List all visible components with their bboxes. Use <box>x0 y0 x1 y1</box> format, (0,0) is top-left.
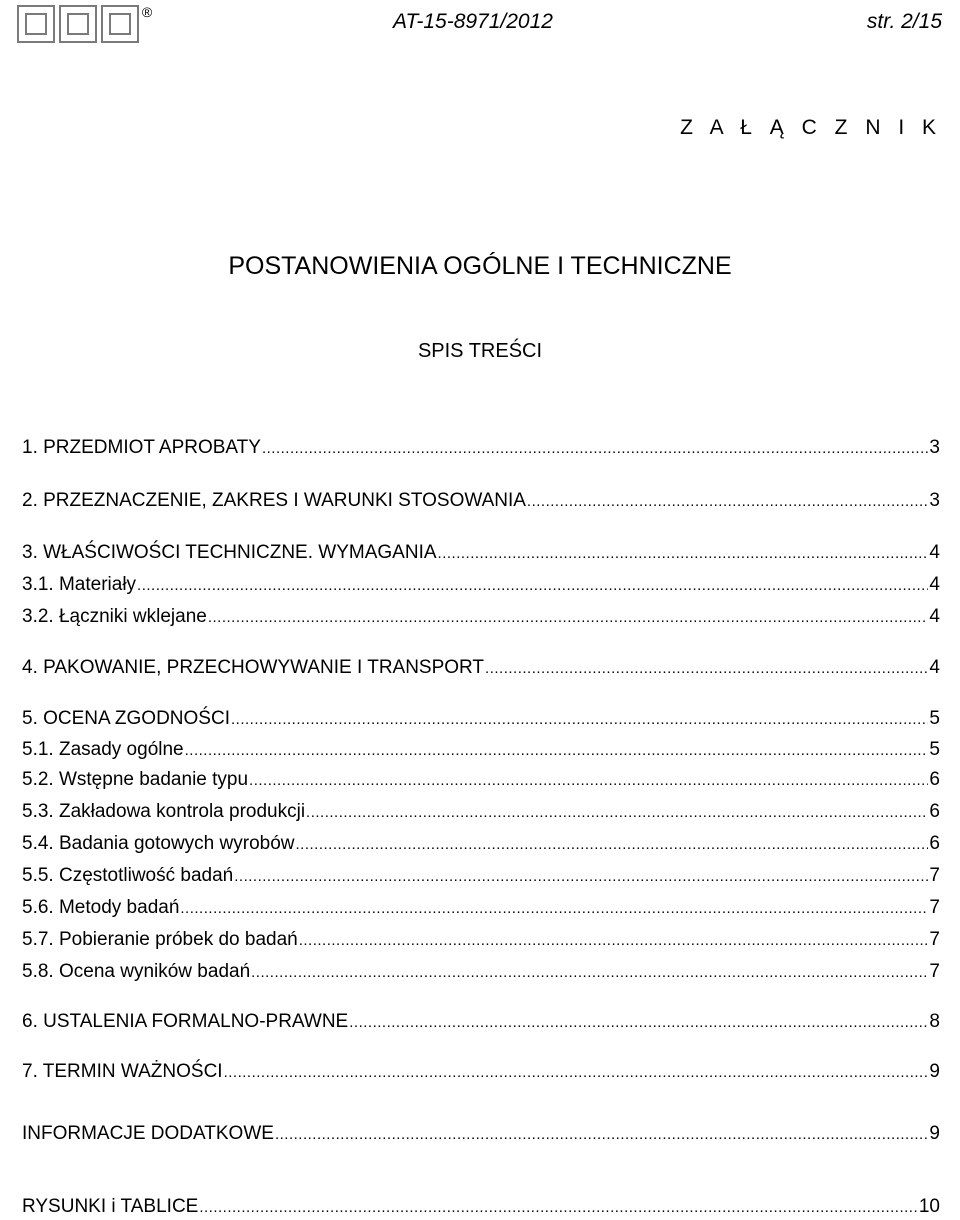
toc-dot-leader <box>485 657 928 681</box>
toc-entry[interactable] <box>22 960 940 985</box>
toc-entry-label: 4. PAKOWANIE, PRZECHOWYWANIE I TRANSPORT <box>22 657 485 678</box>
toc-entry-label: 6. USTALENIA FORMALNO-PRAWNE <box>22 1011 349 1032</box>
toc-dot-leader <box>262 437 928 461</box>
toc-entry[interactable] <box>22 489 940 514</box>
toc-entry[interactable] <box>22 1122 940 1147</box>
toc-dot-leader <box>234 865 928 889</box>
toc-dot-leader <box>185 739 929 763</box>
registered-mark-icon: ® <box>141 4 153 20</box>
toc-entry[interactable] <box>22 541 940 566</box>
toc-entry-page: 9 <box>929 1061 940 1082</box>
toc-entry-label: 5.4. Badania gotowych wyrobów <box>22 833 295 854</box>
toc-entry[interactable] <box>22 800 940 825</box>
toc-entry-label: 3.1. Materiały <box>22 574 137 595</box>
toc-entry[interactable] <box>22 928 940 953</box>
toc-dot-leader <box>438 542 929 566</box>
toc-dot-leader <box>299 929 929 953</box>
toc-entry[interactable] <box>22 1060 940 1085</box>
toc-entry-page: 3 <box>929 437 940 458</box>
toc-entry-page: 4 <box>929 657 940 678</box>
toc-entry-label: 5.1. Zasady ogólne <box>22 739 184 760</box>
toc-dot-leader <box>231 708 928 732</box>
toc-dot-leader <box>224 1061 929 1085</box>
toc-entry-page: 6 <box>929 769 940 790</box>
toc-dot-leader <box>349 1011 928 1035</box>
toc-entry[interactable] <box>22 656 940 681</box>
toc-entry-page: 6 <box>929 833 940 854</box>
toc-dot-leader <box>137 574 928 598</box>
toc-entry-label: 3. WŁAŚCIWOŚCI TECHNICZNE. WYMAGANIA <box>22 542 437 563</box>
toc-dot-leader <box>251 961 928 985</box>
toc-title: SPIS TREŚCI <box>417 340 543 362</box>
toc-dot-leader <box>275 1123 928 1147</box>
toc-dot-leader <box>527 490 929 514</box>
toc-entry-label: 5.2. Wstępne badanie typu <box>22 769 249 790</box>
toc-entry-label: 5.8. Ocena wyników badań <box>22 961 251 982</box>
toc-entry-label: 5.7. Pobieranie próbek do badań <box>22 929 298 950</box>
toc-dot-leader <box>199 1196 918 1220</box>
toc-entry-label: RYSUNKI i TABLICE <box>22 1196 199 1217</box>
toc-entry-page: 4 <box>929 574 940 595</box>
toc-entry-page: 5 <box>929 739 940 760</box>
toc-dot-leader <box>180 897 928 921</box>
toc-entry[interactable] <box>22 573 940 598</box>
toc-entry-page: 7 <box>929 961 940 982</box>
toc-entry[interactable] <box>22 605 940 630</box>
toc-entry-page: 4 <box>929 606 940 627</box>
toc-dot-leader <box>296 833 929 857</box>
toc-entry-page: 4 <box>929 542 940 563</box>
toc-entry-label: 3.2. Łączniki wklejane <box>22 606 207 627</box>
toc-entry-page: 10 <box>918 1196 940 1217</box>
main-title: POSTANOWIENIA OGÓLNE I TECHNICZNE <box>228 252 732 280</box>
toc-entry[interactable] <box>22 738 940 763</box>
toc-entry-label: INFORMACJE DODATKOWE <box>22 1123 274 1144</box>
table-of-contents <box>22 0 940 1218</box>
toc-entry-label: 1. PRZEDMIOT APROBATY <box>22 437 261 458</box>
toc-entry-label: 7. TERMIN WAŻNOŚCI <box>22 1061 223 1082</box>
toc-entry[interactable] <box>22 896 940 921</box>
toc-dot-leader <box>208 606 929 630</box>
toc-entry[interactable] <box>22 436 940 461</box>
toc-entry-label: 5.5. Częstotliwość badań <box>22 865 234 886</box>
document-number: AT-15-8971/2012 <box>393 10 553 33</box>
toc-dot-leader <box>249 769 928 793</box>
toc-entry-page: 5 <box>929 708 940 729</box>
toc-entry[interactable] <box>22 1010 940 1035</box>
toc-entry[interactable] <box>22 832 940 857</box>
toc-entry-page: 8 <box>929 1011 940 1032</box>
toc-entry-page: 6 <box>929 801 940 822</box>
toc-entry-label: 2. PRZEZNACZENIE, ZAKRES I WARUNKI STOSOWANIA <box>22 490 526 511</box>
toc-entry-page: 7 <box>929 897 940 918</box>
toc-entry-label: 5.3. Zakładowa kontrola produkcji <box>22 801 306 822</box>
toc-entry-page: 9 <box>929 1123 940 1144</box>
toc-entry[interactable] <box>22 768 940 793</box>
page-number: str. 2/15 <box>866 10 942 33</box>
toc-entry-page: 3 <box>929 490 940 511</box>
toc-entry[interactable] <box>22 864 940 889</box>
annex-heading: Z A Ł Ą C Z N I K <box>680 116 942 139</box>
toc-dot-leader <box>306 801 928 825</box>
toc-entry[interactable] <box>22 1195 940 1220</box>
toc-entry-label: 5. OCENA ZGODNOŚCI <box>22 708 230 729</box>
itb-logo-text: ITB <box>70 23 86 34</box>
toc-entry-label: 5.6. Metody badań <box>22 897 180 918</box>
toc-entry-page: 7 <box>929 929 940 950</box>
toc-entry-page: 7 <box>929 865 940 886</box>
toc-entry[interactable] <box>22 707 940 732</box>
